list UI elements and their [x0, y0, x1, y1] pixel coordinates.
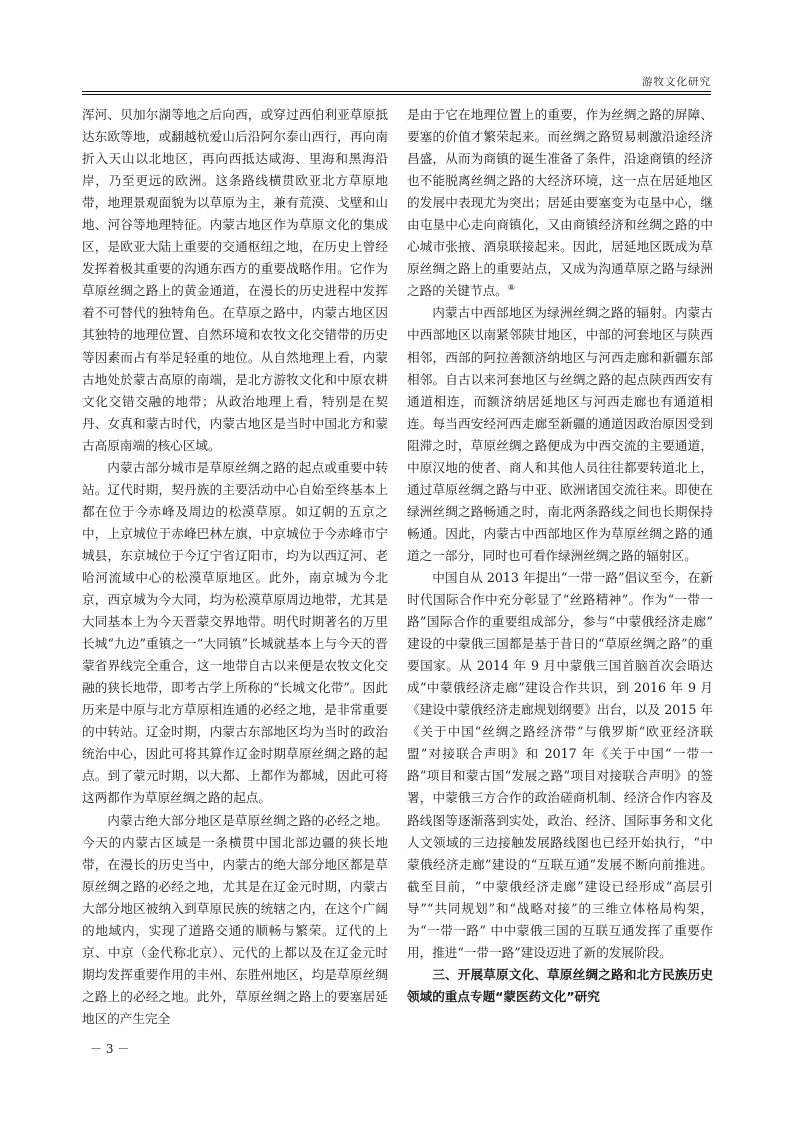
section-heading: 三、开展草原文化、草原丝绸之路和北方民族历史领域的重点专题“蒙医药文化”研究 — [407, 966, 713, 1004]
paragraph: 内蒙古部分城市是草原丝绸之路的起点或重要中转站。辽代时期，契丹族的主要活动中心自始至终基本上都在位于今赤峰及周边的松漠草原。如辽朝的五京之中，上京城位于赤峰巴林左旗，中京城位于今赤峰市宁城县，东京城位于今辽宁省辽阳市，均为以西辽河、老哈河流域中心的松漠草原地区。此外，南京城为今北京，西京城为今大同，均为松漠草原周边地带，尤其是大同基本上为今天晋蒙交界地带。明代时期著名的万里长城“九边”重镇之一“大同镇”长城就基本上与今天的晋蒙省界线完全重合，这一地带自古以来便是农牧文化交融的狭长地带，即考古学上所称的“长城文化带”。因此历来是中原与北方草原相连通的必经之地，是非常重要的中转站。辽金时期，内蒙古东部地区均为当时的政治统治中心，因此可将其算作辽金时期草原丝绸之路的起点。到了蒙元时期，以大都、上都作为都城，因此可将这两都作为草原丝绸之路的起点。 — [82, 459, 388, 806]
header-rule-thick — [82, 91, 711, 92]
paragraph-continuation: 浑河、贝加尔湖等地之后向西，或穿过西伯利亚草原抵达东欧等地，或翻越杭爱山后沿阿尔泰山西行，再向南折入天山以北地区，再向西抵达咸海、里海和黑海沿岸，乃至更远的欧洲。这条路线横贯欧亚北方草原地带，地理景观面貌为以草原为主，兼有荒漠、戈壁和山地、河谷等地理特征。内蒙古地区作为草原文化的集成区，是欧亚大陆上重要的交通枢纽之地，在历史上曾经发挥着极其重要的沟通东西方的重要战略作用。它作为草原丝绸之路上的黄金通道，在漫长的历史进程中发挥着不可替代的独特角色。在草原之路中，内蒙古地区因其独特的地理位置、自然环境和农牧文化交错带的历史等因素而占有举足轻重的地位。从自然地理上看，内蒙古地处於蒙古高原的南端，是北方游牧文化和中原农耕文化交错交融的地带；从政治地理上看，特别是在契丹、女真和蒙古时代，内蒙古地区是当时中国北方和蒙古高原南端的核心区域。 — [82, 107, 388, 453]
paragraph-text: 是由于它在地理位置上的重要，作为丝绸之路的屏障、要塞的价值才繁荣起来。而丝绸之路贸易刺激沿途经济昌盛，从而为商镇的诞生准备了条件，沿途商镇的经济也不能脱离丝绸之路的大经济环境，这一点在居延地区的发展中表现尤为突出；居延由要塞变为屯垦中心，继由屯垦中心走向商镇化，又由商镇经济和丝绸之路的中心城市张掖、酒泉联接起来。因此，居延地区既成为草原丝绸之路上的重要站点，又成为沟通草原之路与绿洲之路的关键节点。 — [407, 107, 713, 299]
paragraph: 中国自从 2013 年提出“一带一路”倡议至今，在新时代国际合作中充分彰显了“丝路精神”。作为“一带一路”国际合作的重要组成部分，参与“中蒙俄经济走廊” 建设的中蒙俄三国都是基于昔日的“草原丝绸之路”的重要国家。从 2014 年 9 月中蒙俄三国首脑首次会晤达成“中蒙俄经济走廊”建设合作共识，到 2016 年 9 月《建设中蒙俄经济走廊规划纲要》出台，以及 2015 年《关于中国“丝绸之路经济带”与俄罗斯“欧亚经济联盟”对接联合声明》和 2017 年《关于中国“一带一路”项目和蒙古国“发展之路”项目对接联合声明》的签署，中蒙俄三方合作的政治磋商机制、经济合作内容及路线图等逐渐落到实处，政治、经济、国际事务和文化人文领域的三边接触发展路线图也已经开始执行，“中蒙俄经济走廊”建设的“互联互通”发展不断向前推进。截至目前，“中蒙俄经济走廊”建设已经形成“高层引导”“共同规划”和“战略对接”的三维立体格局构架，为“一带一路” 中中蒙俄三国的互联互通发挥了重要作用，推进“一带一路”建设迈进了新的发展阶段。 — [407, 569, 713, 960]
journal-title: 游牧文化研究 — [642, 76, 711, 88]
paragraph: 内蒙古绝大部分地区是草原丝绸之路的必经之地。今天的内蒙古区域是一条横贯中国北部边疆的狭长地带，在漫长的历史当中，内蒙古的绝大部分地区都是草原丝绸之路的必经之地，尤其是在辽金元时期，内蒙古大部分地区被纳入到草原民族的统辖之内，在这个广阔的地域内，实现了道路交通的顺畅与繁荣。辽代的上京、中京（金代称北京）、元代的上都以及在辽金元时期均发挥重要作用的丰州、东胜州地区，均是草原丝绸之路上的必经之地。此外，草原丝绸之路上的要塞居延地区的产生完全 — [82, 812, 388, 1026]
paragraph: 内蒙古中西部地区为绿洲丝绸之路的辐射。内蒙古中西部地区以南紧邻陕甘地区，中部的河套地区与陕西相邻，西部的阿拉善额济纳地区与河西走廊和新疆东部相邻。自古以来河套地区与丝绸之路的起点陕西西安有通道相连，而额济纳居延地区与河西走廊也有通道相连。每当西安经河西走廊至新疆的通道因政治原因受到阻滞之时，草原丝绸之路便成为中西交流的主要通道，中原汉地的使者、商人和其他人员往往都要转道北上，通过草原丝绸之路与中亚、欧洲诸国交流往来。即使在绿洲丝绸之路畅通之时，南北两条路线之间也长期保持畅通。因此，内蒙古中西部地区作为草原丝绸之路的通道之一部分，同时也可看作绿洲丝绸之路的辐射区。 — [407, 305, 713, 563]
paragraph-continuation — [407, 104, 713, 302]
page-number: － 3 － — [90, 1042, 130, 1056]
header-rule-thin — [82, 94, 711, 95]
left-column — [82, 104, 388, 1030]
right-column — [407, 104, 713, 1008]
running-header — [82, 74, 711, 90]
footnote-marker[interactable]: ⑧ — [507, 283, 515, 293]
